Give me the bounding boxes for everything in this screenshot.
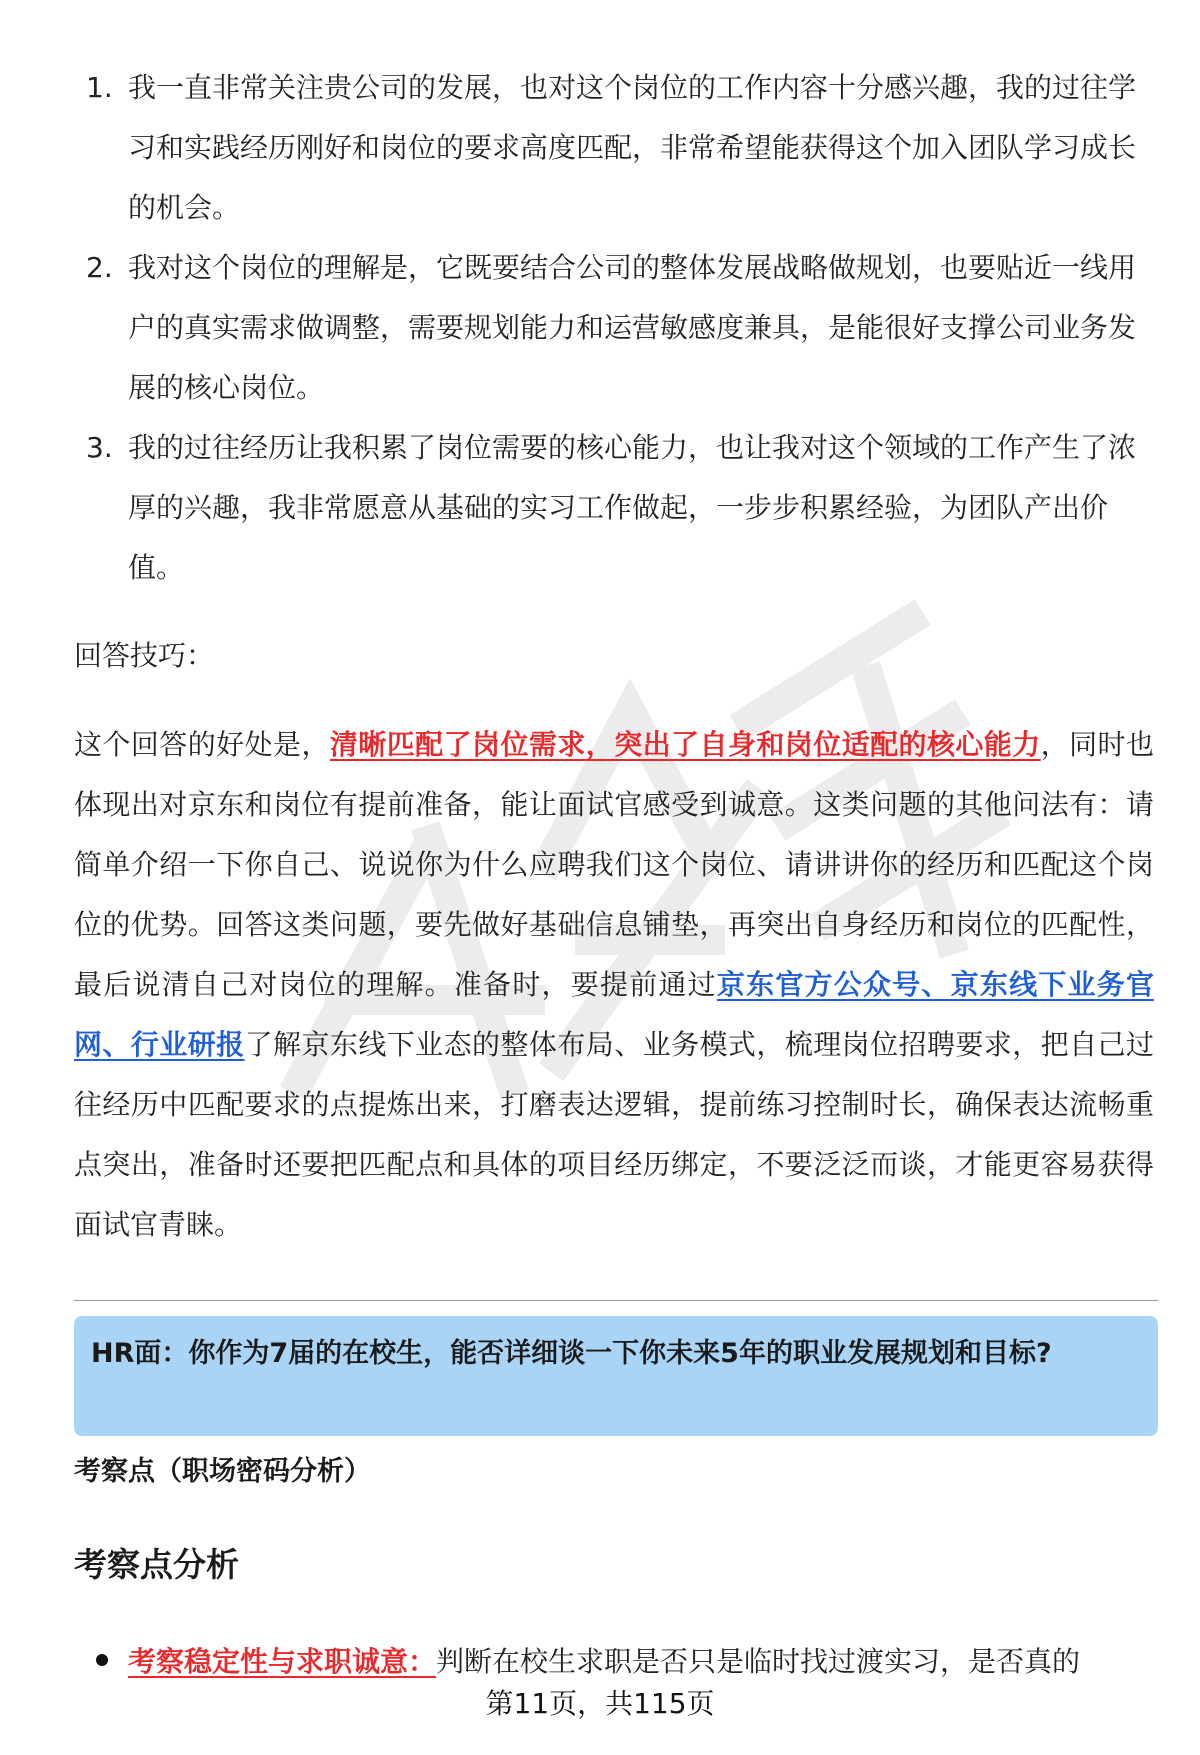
tips-heading: 回答技巧： — [74, 639, 215, 672]
list-item-text: 我的过往经历让我积累了岗位需要的核心能力，也让我对这个领域的工作产生了浓厚的兴趣，我非常愿意从基础的实习工作做起，一步步积累经验，为团队产出价值。 — [128, 431, 1137, 584]
sub-heading-analysis-code: 考察点（职场密码分析） — [74, 1456, 371, 1487]
list-number: 1. — [86, 71, 113, 104]
page-number: 第11页，共115页 — [485, 1687, 715, 1720]
paragraph-text: 了解京东线下业态的整体布局、业务模式，梳理岗位招聘要求，把自己过往经历中匹配要求的点提炼出来，打磨表达逻辑，提前练习控制时长，确保表达流畅重点突出，准备时还要把匹配点和具体的项目经历绑定，不要泛泛而谈，才能更容易获得面试官青睐。 — [74, 1028, 1154, 1241]
answer-points-list — [0, 58, 1200, 598]
paragraph-text: 这个回答的好处是， — [74, 728, 330, 761]
question-box — [74, 1316, 1158, 1436]
section-divider — [74, 1300, 1158, 1301]
question-text: HR面：你作为7届的在校生，能否详细谈一下你未来5年的职业发展规划和目标? — [91, 1338, 1052, 1369]
sub-heading-analysis: 考察点分析 — [74, 1545, 239, 1584]
list-item — [0, 418, 1140, 598]
list-item-text: 我对这个岗位的理解是，它既要结合公司的整体发展战略做规划，也要贴近一线用户的真实需求做调整，需要规划能力和运营敏感度兼具，是能很好支撑公司业务发展的核心岗位。 — [128, 251, 1137, 404]
highlight-blue-link[interactable]: 京东官方公众号、京东线下业务官网、行业研报 — [74, 968, 1154, 1061]
list-item-text: 我一直非常关注贵公司的发展，也对这个岗位的工作内容十分感兴趣，我的过往学习和实践经历刚好和岗位的要求高度匹配，非常希望能获得这个加入团队学习成长的机会。 — [128, 71, 1137, 224]
highlight-red-text: 考察稳定性与求职诚意： — [128, 1645, 437, 1678]
bullet-text: 判断在校生求职是否只是临时找过渡实习，是否真的 — [436, 1645, 1081, 1678]
bullet-dot-icon — [96, 1654, 108, 1666]
list-number: 3. — [86, 431, 113, 464]
paragraph-text: ，同时也体现出对京东和岗位有提前准备，能让面试官感受到诚意。这类问题的其他问法有：请简单介绍一下你自己、说说你为什么应聘我们这个岗位、请讲讲你的经历和匹配这个岗位的优势。回答这类问题，要先做好基础信息铺垫，再突出自身经历和岗位的匹配性，最后说清自己对岗位的理解。准备时，要提前通过 — [74, 728, 1154, 1001]
list-item — [0, 238, 1140, 418]
tips-paragraph — [74, 715, 1154, 1255]
list-number: 2. — [86, 251, 113, 284]
highlight-red-text: 清晰匹配了岗位需求，突出了自身和岗位适配的核心能力 — [329, 728, 1041, 761]
list-item — [0, 58, 1140, 238]
